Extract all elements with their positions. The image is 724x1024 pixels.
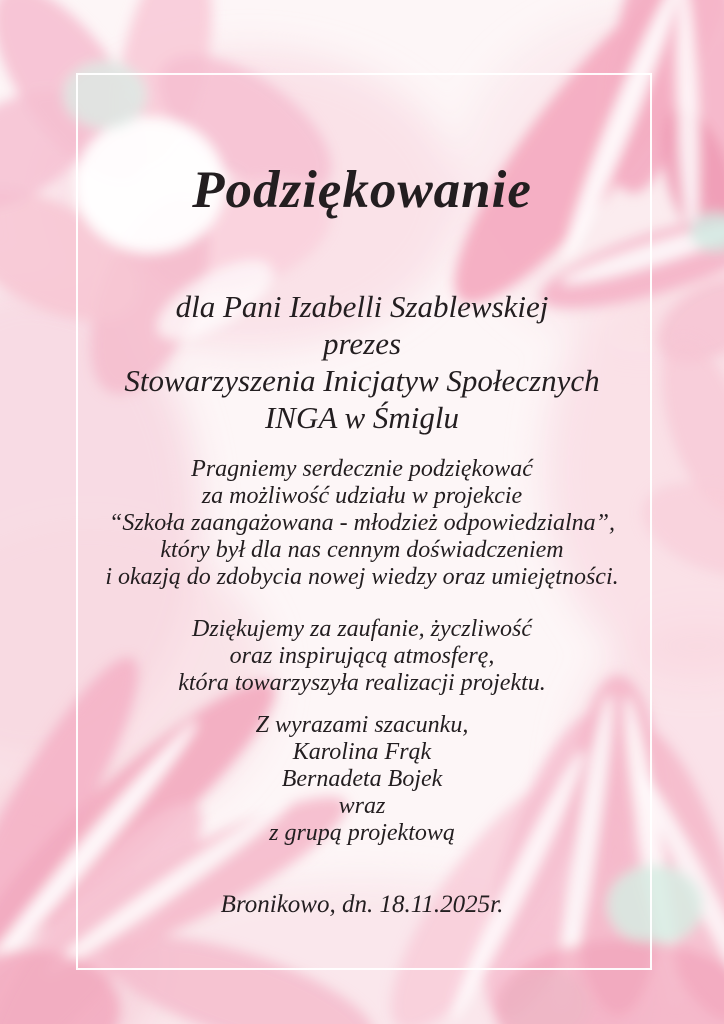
certificate-title: Podziękowanie (192, 161, 532, 219)
signature-name-line: Bernadeta Bojek (281, 766, 443, 792)
recipient-role-line: prezes (322, 326, 402, 361)
signature-line: z grupą projektową (269, 820, 455, 846)
body-line: który był dla nas cennym doświadczeniem (160, 537, 564, 563)
signature-line: wraz (338, 793, 386, 819)
body-line: za możliwość udziału w projekcie (201, 483, 523, 509)
recipient-organization-name-line: INGA w Śmiglu (264, 400, 460, 435)
body-line: oraz inspirującą atmosferę, (229, 643, 495, 669)
signature-block (0, 712, 724, 847)
body-line: Dziękujemy za zaufanie, życzliwość (192, 616, 532, 642)
body-line: która towarzyszyła realizacji projektu. (178, 670, 546, 696)
signature-closing-line: Z wyrazami szacunku, (255, 712, 469, 738)
recipient-name-line: dla Pani Izabelli Szablewskiej (175, 289, 549, 324)
body-line: “Szkoła zaangażowana - młodzież odpowiedzialna”, (108, 510, 616, 536)
place-and-date-line: Bronikowo, dn. 18.11.2025r. (220, 891, 504, 918)
recipient-block (0, 288, 724, 436)
signature-name-line: Karolina Frąk (292, 739, 432, 765)
recipient-organization-line: Stowarzyszenia Inicjatyw Społecznych (124, 363, 600, 398)
body-paragraph-2 (0, 616, 724, 697)
body-line: i okazją do zdobycia nowej wiedzy oraz umiejętności. (105, 564, 619, 590)
body-line: Pragniemy serdecznie podziękować (191, 456, 533, 482)
body-paragraph-1 (0, 456, 724, 591)
